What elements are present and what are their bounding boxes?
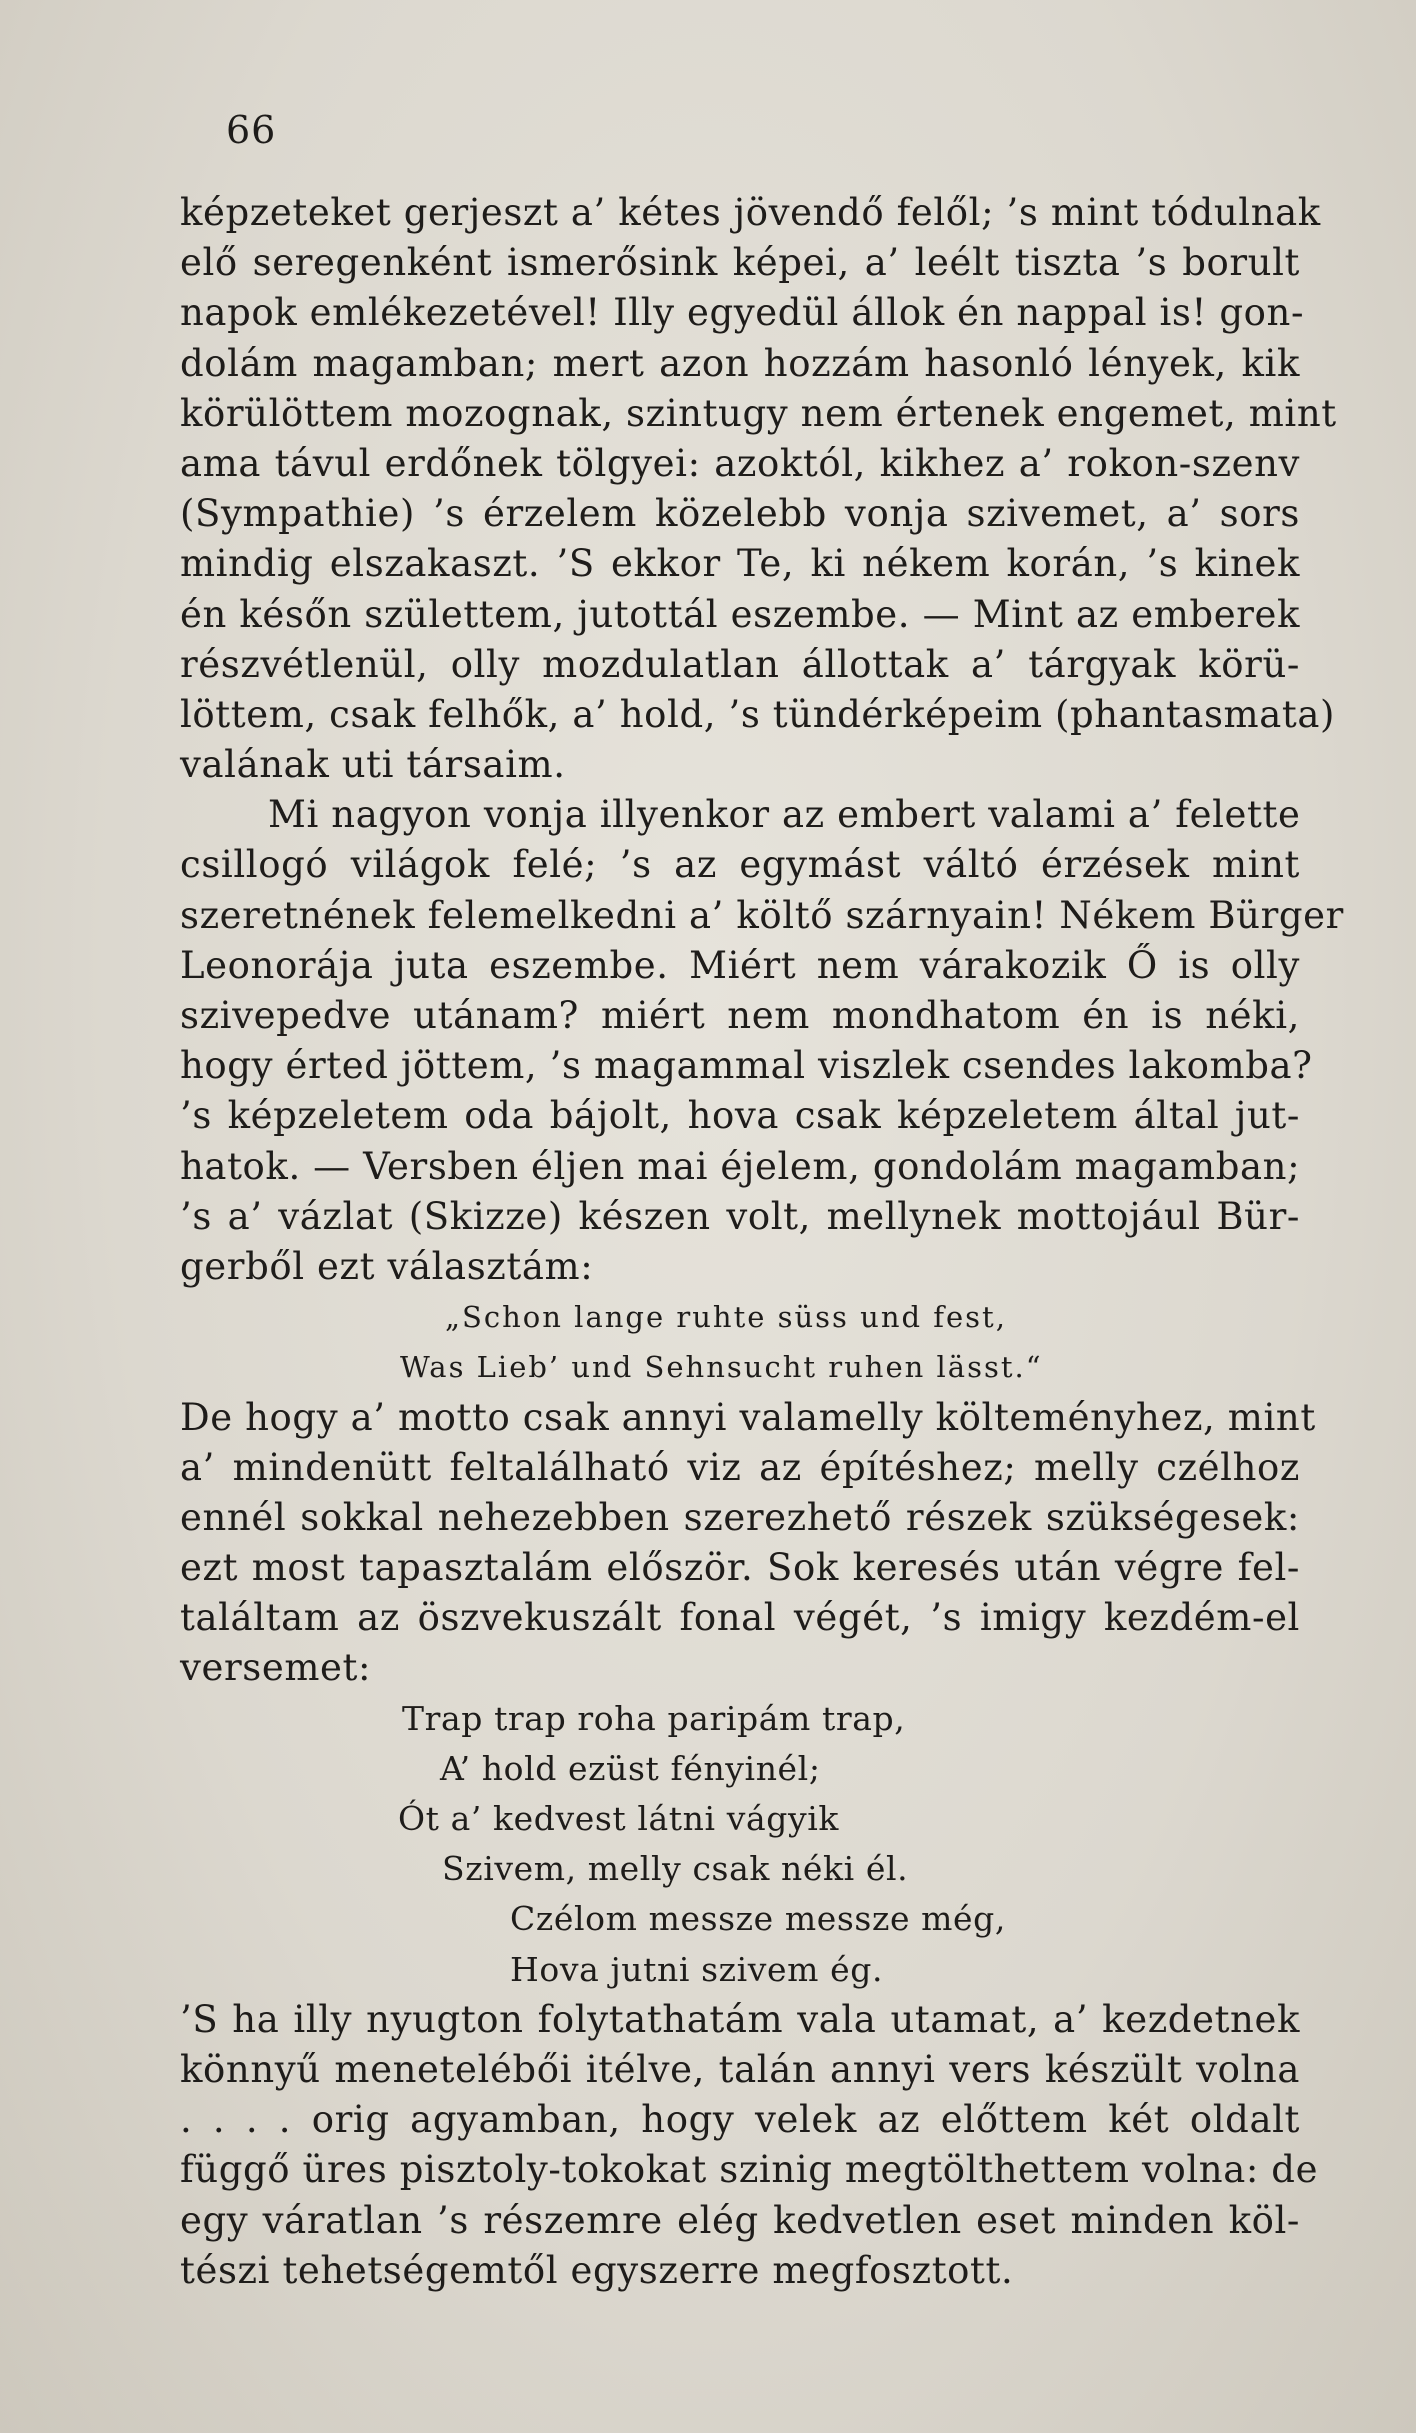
text-line: egy váratlan ’s részemre elég kedvetlen eset minden köl-: [180, 2198, 1300, 2242]
text-line: függő üres pisztoly-tokokat szinig megtölthettem volna: de: [180, 2148, 1319, 2192]
text-line: elő seregenként ismerősink képei, a’ leélt tiszta ’s borult: [180, 241, 1300, 285]
text-line: valának uti társaim.: [180, 743, 566, 787]
text-line: ama távul erdőnek tölgyei: azoktól, kikhez a’ rokon-szenv: [180, 441, 1300, 485]
text-line: könnyű menetelébői itélve, talán annyi vers készült volna: [180, 2047, 1300, 2091]
verse-line: Trap trap roha paripám trap,: [402, 1698, 906, 1738]
text-line: szivepedve utánam? miért nem mondhatom én is néki,: [180, 994, 1300, 1037]
verse-line: A’ hold ezüst fényinél;: [440, 1748, 821, 1788]
text-line: ennél sokkal nehezebben szerezhető részek szükségesek:: [180, 1495, 1300, 1539]
text-line: Mi nagyon vonja illyenkor az embert valami a’ felette: [268, 793, 1301, 837]
text-line: ’s képzeletem oda bájolt, hova csak képzeletem által jut-: [180, 1094, 1300, 1138]
verse-line: Hova jutni szivem ég.: [510, 1949, 884, 1989]
text-line: (Sympathie) ’s érzelem közelebb vonja szivemet, a’ sors: [180, 492, 1300, 536]
text-line: gerből ezt választám:: [180, 1244, 594, 1288]
motto-line: Was Lieb’ und Sehnsucht ruhen lässt.“: [400, 1350, 1043, 1385]
text-line: én későn születtem, jutottál eszembe. — Mint az emberek: [180, 592, 1300, 636]
text-line: . . . . orig agyamban, hogy velek az előttem két oldalt: [180, 2098, 1300, 2142]
motto-line: „Schon lange ruhte süss und fest,: [445, 1300, 1007, 1335]
body-text: [180, 188, 1344, 2296]
text-line: körülöttem mozognak, szintugy nem értenek engemet, mint: [180, 391, 1337, 435]
page-number: 66: [226, 108, 277, 152]
text-line: Leonorája juta eszembe. Miért nem várakozik Ő is olly: [180, 943, 1300, 987]
text-line: napok emlékezetével! Illy egyedül állok én nappal is! gon-: [180, 291, 1305, 335]
text-line: hatok. — Versben éljen mai éjelem, gondolám magamban;: [180, 1144, 1301, 1188]
text-line: ezt most tapasztalám először. Sok keresés után végre fel-: [180, 1546, 1300, 1590]
text-line: dolám magamban; mert azon hozzám hasonló lények, kik: [180, 341, 1300, 385]
text-line: csillogó világok felé; ’s az egymást váltó érzések mint: [180, 843, 1300, 887]
text-line: találtam az öszvekuszált fonal végét, ’s imigy kezdém-el: [180, 1596, 1300, 1640]
verse-line: Szivem, melly csak néki él.: [442, 1849, 909, 1889]
text-line: ’S ha illy nyugton folytathatám vala utamat, a’ kezdetnek: [180, 1997, 1300, 2041]
text-line: De hogy a’ motto csak annyi valamelly költeményhez, mint: [180, 1395, 1316, 1439]
text-line: löttem, csak felhők, a’ hold, ’s tündérképeim (phantasmata): [180, 692, 1336, 736]
text-line: ’s a’ vázlat (Skizze) készen volt, mellynek mottojául Bür-: [180, 1194, 1300, 1238]
text-line: versemet:: [180, 1646, 372, 1690]
text-line: tészi tehetségemtől egyszerre megfosztott.: [180, 2248, 1014, 2292]
text-line: a’ mindenütt feltalálható viz az építéshez; melly czélhoz: [180, 1445, 1300, 1489]
verse-line: Ót a’ kedvest látni vágyik: [398, 1799, 839, 1838]
verse-line: Czélom messze messze még,: [510, 1899, 1006, 1939]
text-line: hogy érted jöttem, ’s magammal viszlek csendes lakomba?: [180, 1044, 1313, 1088]
text-line: mindig elszakaszt. ’S ekkor Te, ki nékem korán, ’s kinek: [180, 542, 1300, 586]
text-line: szeretnének felemelkedni a’ költő szárnyain! Nékem Bürger: [180, 893, 1344, 937]
text-line: képzeteket gerjeszt a’ kétes jövendő felől; ’s mint tódulnak: [180, 191, 1321, 234]
text-line: részvétlenül, olly mozdulatlan állottak a’ tárgyak körü-: [180, 642, 1300, 686]
